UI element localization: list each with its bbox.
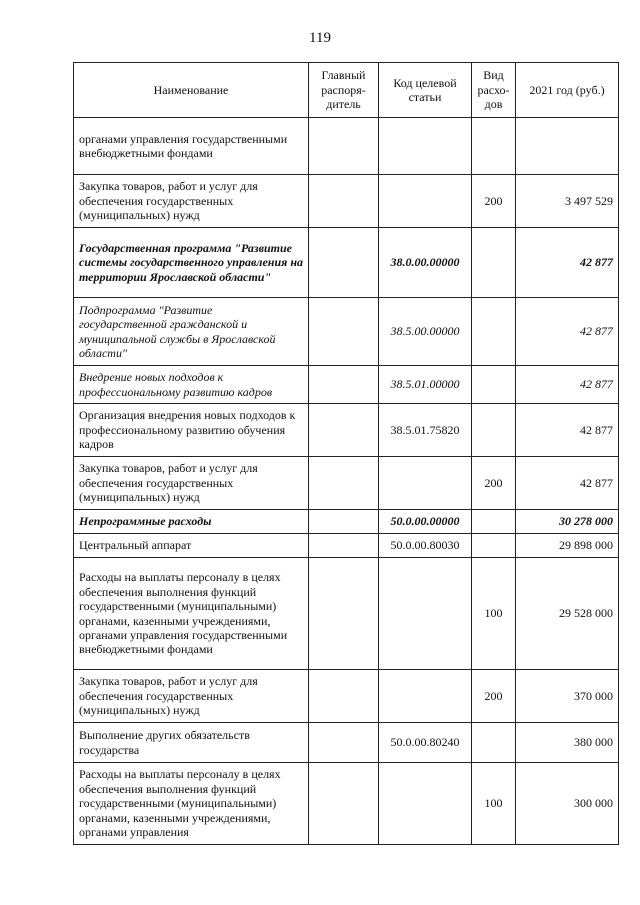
row-code: 50.0.00.00000	[379, 510, 472, 534]
row-type: 200	[472, 175, 516, 228]
header-sum: 2021 год (руб.)	[516, 63, 619, 118]
row-type	[472, 118, 516, 175]
row-sum: 370 000	[516, 670, 619, 723]
row-code	[379, 457, 472, 510]
row-type	[472, 228, 516, 298]
row-name: Расходы на выплаты персоналу в целях обеспечения выполнения функций государственными (муниципальными) органами, казенными учреждениями, органами управления	[74, 763, 309, 845]
row-code	[379, 175, 472, 228]
row-code: 38.5.01.75820	[379, 404, 472, 457]
row-admin	[309, 404, 379, 457]
table-row	[74, 175, 619, 228]
row-name: Расходы на выплаты персоналу в целях обеспечения выполнения функций государственными (муниципальными) органами, казенными учреждениями, органами управления государственными внебюджетными фондами	[74, 558, 309, 670]
table-row	[74, 298, 619, 366]
row-sum: 42 877	[516, 366, 619, 404]
row-code	[379, 118, 472, 175]
row-type: 100	[472, 558, 516, 670]
table-row	[74, 457, 619, 510]
row-sum: 29 898 000	[516, 534, 619, 558]
row-type: 100	[472, 763, 516, 845]
row-sum: 29 528 000	[516, 558, 619, 670]
row-code: 38.5.01.00000	[379, 366, 472, 404]
row-name: Закупка товаров, работ и услуг для обеспечения государственных (муниципальных) нужд	[74, 457, 309, 510]
row-admin	[309, 228, 379, 298]
row-sum: 300 000	[516, 763, 619, 845]
row-name: Закупка товаров, работ и услуг для обеспечения государственных (муниципальных) нужд	[74, 175, 309, 228]
row-name: Организация внедрения новых подходов к профессиональному развитию обучения кадров	[74, 404, 309, 457]
row-code	[379, 763, 472, 845]
row-type	[472, 534, 516, 558]
row-admin	[309, 457, 379, 510]
row-sum: 42 877	[516, 298, 619, 366]
row-name: Центральный аппарат	[74, 534, 309, 558]
table-row	[74, 763, 619, 845]
row-sum: 30 278 000	[516, 510, 619, 534]
table-header-row	[74, 63, 619, 118]
table-row	[74, 118, 619, 175]
row-name: Подпрограмма "Развитие государственной гражданской и муниципальной службы в Ярославской области"	[74, 298, 309, 366]
row-code: 50.0.00.80030	[379, 534, 472, 558]
row-sum	[516, 118, 619, 175]
row-type: 200	[472, 457, 516, 510]
table-row	[74, 366, 619, 404]
row-code	[379, 558, 472, 670]
page-number: 119	[309, 30, 331, 46]
row-type	[472, 510, 516, 534]
table-row	[74, 534, 619, 558]
row-admin	[309, 298, 379, 366]
budget-table	[73, 62, 619, 845]
table-row	[74, 228, 619, 298]
row-type: 200	[472, 670, 516, 723]
header-code: Код целевой статьи	[379, 63, 472, 118]
row-sum: 42 877	[516, 228, 619, 298]
row-admin	[309, 118, 379, 175]
row-type	[472, 404, 516, 457]
table-row	[74, 510, 619, 534]
table-row	[74, 558, 619, 670]
row-admin	[309, 723, 379, 763]
row-admin	[309, 670, 379, 723]
row-sum: 42 877	[516, 457, 619, 510]
row-name: Выполнение других обязательств государства	[74, 723, 309, 763]
header-admin: Главный распоря-дитель	[309, 63, 379, 118]
row-name: Закупка товаров, работ и услуг для обеспечения государственных (муниципальных) нужд	[74, 670, 309, 723]
table-row	[74, 723, 619, 763]
row-name: органами управления государственными внебюджетными фондами	[74, 118, 309, 175]
row-sum: 380 000	[516, 723, 619, 763]
row-code: 38.5.00.00000	[379, 298, 472, 366]
row-admin	[309, 510, 379, 534]
row-code: 38.0.00.00000	[379, 228, 472, 298]
row-admin	[309, 558, 379, 670]
row-sum: 42 877	[516, 404, 619, 457]
row-name: Непрограммные расходы	[74, 510, 309, 534]
table-row	[74, 670, 619, 723]
table-row	[74, 404, 619, 457]
row-sum: 3 497 529	[516, 175, 619, 228]
row-type	[472, 298, 516, 366]
row-code	[379, 670, 472, 723]
row-admin	[309, 366, 379, 404]
row-admin	[309, 175, 379, 228]
header-name: Наименование	[74, 63, 309, 118]
row-type	[472, 366, 516, 404]
row-name: Государственная программа "Развитие системы государственного управления на территории Ярославской области"	[74, 228, 309, 298]
row-type	[472, 723, 516, 763]
header-type: Вид расхо-дов	[472, 63, 516, 118]
row-code: 50.0.00.80240	[379, 723, 472, 763]
row-name: Внедрение новых подходов к профессиональному развитию кадров	[74, 366, 309, 404]
row-admin	[309, 534, 379, 558]
row-admin	[309, 763, 379, 845]
